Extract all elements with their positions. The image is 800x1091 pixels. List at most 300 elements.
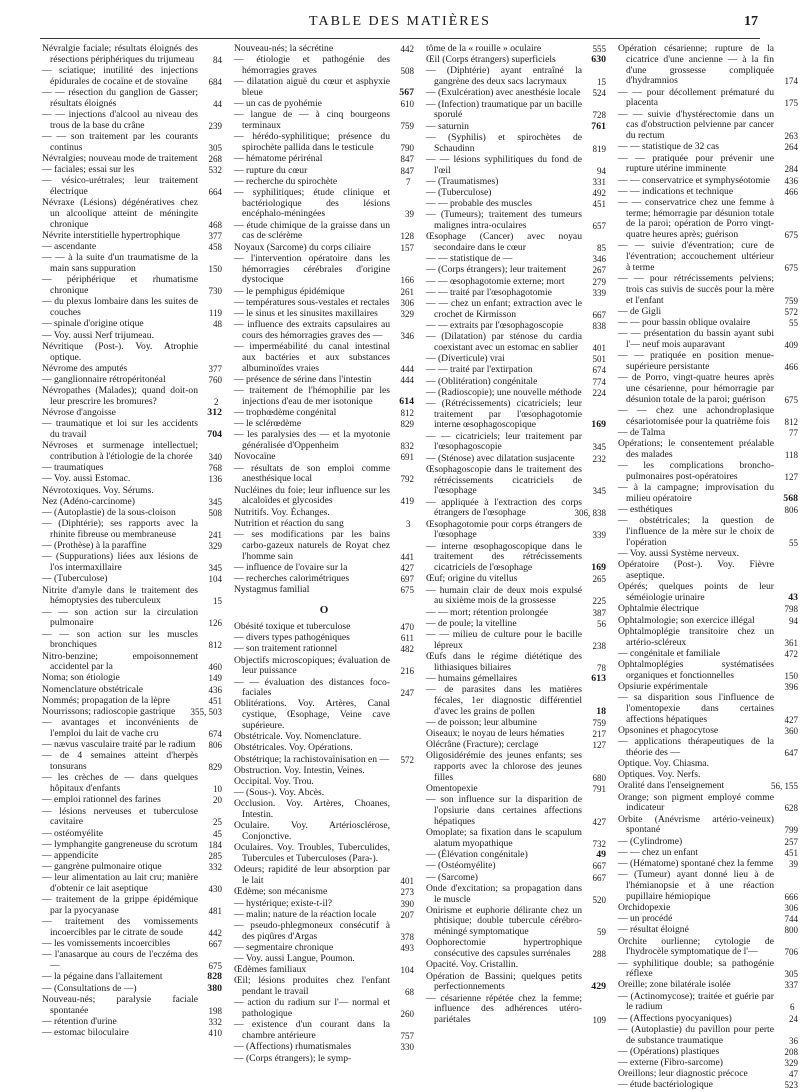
index-entry [426,718,606,729]
index-entry [234,644,414,655]
index-entry [234,954,414,965]
entry-page-ref: 346 [400,330,414,341]
index-entry [234,865,414,887]
entry-page-ref: 706 [784,947,798,958]
entry-page-ref: 792 [400,474,414,485]
entry-page-ref: 263 [784,131,798,142]
entry-page-ref: 306 [784,902,798,913]
index-entry [234,342,414,374]
entry-text: — esthétiques [618,504,673,516]
entry-text: Ophtalmoplégie transitoire chez un artério-scléreux [618,625,774,648]
entry-text: Nystagmus familial [234,584,310,596]
index-entry [42,851,222,862]
entry-text: Névraxe (Lésions) dégénératives chez un alcoolique atteint de méningite chronique [42,197,198,230]
entry-page-ref: 225 [592,596,606,607]
entry-page-ref: 427 [400,562,414,573]
entry-text: — (Oblitération) congénitale [426,375,538,387]
entry-text: — de Porro, vingt-quatre heures après une césarienne, pour hémorragie par désunion totale de la paroi; guérison [618,372,774,405]
entry-text: Nitrite d'amyle dans le traitement des hémoptysies des tuberculeux [42,584,198,607]
entry-page-ref: 345 [208,496,222,507]
index-entry [426,960,606,971]
entry-text: — (Hématome) spontané chez la femme [618,857,774,869]
index-entry [42,198,222,230]
entry-text: Névroses et surmenage intellectuel; contribution à l'étiologie de la chorée [42,440,198,463]
entry-page-ref: 759 [400,121,414,132]
entry-text: — (Diphtérie) ayant entraîné la gangrène des deux sacs lacrymaux [426,65,582,88]
entry-text: Névropathes (Malades); quand doit-on leur prescrire les bromures? [42,385,198,407]
index-entry [618,560,798,582]
entry-text: — (Cylindrome) [618,835,683,847]
entry-page-ref: 257 [784,836,798,847]
entry-page-ref: 43 [788,592,798,604]
index-entry [42,751,222,773]
index-entry [618,351,798,373]
entry-page-ref: 238 [592,640,606,651]
entry-text: Opératoire (Post-). Voy. Fièvre aseptique. [618,559,774,582]
entry-text: Oreillons; leur diagnostic précoce [618,1068,748,1080]
entry-page-ref: 174 [784,76,798,87]
index-entry [234,1020,414,1042]
entry-page-ref: 798 [784,604,798,615]
index-entry [42,608,222,630]
entry-page-ref: 523 [784,1080,798,1091]
entry-text: — césarienne répétée chez la femme; influence des adhérences utéro-pariétales [426,992,582,1026]
entry-page-ref: 339 [592,287,606,298]
entry-text: — — statistique de — [426,253,513,265]
index-entry [234,1054,414,1065]
index-entry [234,585,414,596]
index-entry [618,505,798,516]
entry-page-ref: 501 [592,354,606,365]
index-entry [234,287,414,298]
entry-page-ref: 260 [400,1009,414,1020]
index-column-1 [42,44,222,1076]
index-entry [234,732,414,743]
entry-page-ref: 169 [591,562,606,574]
page-title: TABLE DES MATIÈRES [309,14,491,29]
entry-page-ref: 59 [597,927,606,938]
entry-text: Omoplate; sa fixation dans le scapulum alatum myopathique [426,827,582,849]
entry-page-ref: 838 [592,320,606,331]
entry-page-ref: 847 [400,154,414,165]
entry-page-ref: 104 [400,965,414,976]
entry-text: — son influence sur la disparition de l'opsiurie dans certaines affections hépatiques [426,794,582,827]
index-entry [234,678,414,700]
entry-text: Oralité dans l'enseignement [618,780,725,792]
index-entry [42,519,222,541]
entry-text: — (Opérations) plastiques [618,1045,720,1057]
entry-page-ref: 568 [783,493,798,505]
entry-text: Œil (Corps étrangers) superficiels [426,54,556,66]
entry-page-ref: 680 [592,773,606,783]
entry-page-ref: 77 [789,428,798,439]
entry-page-ref: 345 [592,486,606,497]
index-entry [234,788,414,799]
entry-page-ref: 18 [596,705,606,717]
entry-text: — l'anasarque au cours de l'eczéma des — [42,949,198,972]
entry-page-ref: 247 [400,688,414,699]
index-entry [234,110,414,132]
entry-page-ref: 732 [592,838,606,849]
entry-page-ref: 666 [784,891,798,902]
entry-text: — segmentaire chronique [234,941,334,953]
entry-page-ref: 441 [400,551,414,562]
index-entry [42,939,222,950]
entry-page-ref: 232 [592,453,606,464]
entry-page-ref: 109 [592,1015,606,1026]
index-entry [42,319,222,330]
index-entry [426,399,606,431]
entry-page-ref: 800 [784,925,798,936]
entry-text: Noma; son étiologie [42,672,120,684]
entry-text: — humains gémellaires [426,672,518,684]
entry-text: Obstétrique; la rachistovaïnisation en — [234,753,390,765]
entry-page-ref: 380 [207,982,222,994]
entry-text: — congénitale et familiale [618,647,721,659]
entry-page-ref: 55 [789,538,798,549]
entry-text: — traitement de la grippe épidémique par la pyocyanase [42,894,198,917]
entry-page-ref: 647 [784,747,798,758]
entry-text: Oculaire. Voy. Artériosclérose, Conjonctive. [234,820,390,843]
entry-text: — trophœdème congénital [234,407,337,419]
entry-text: — (Ostéomyélite) [426,860,496,872]
entry-text: — — son action sur la circulation pulmonaire [42,606,198,629]
index-entry [426,299,606,321]
entry-text: — (Tuberculose) [42,573,108,585]
entry-text: Nourrissons; radioscopie gastrique [42,706,176,718]
entry-page-ref: 799 [784,825,798,836]
index-entry [234,320,414,342]
entry-page-ref: 345 [208,563,222,574]
index-entry [426,972,606,994]
entry-page-ref: 104 [208,574,222,585]
entry-page-ref: 149 [208,673,222,684]
entry-text: Névrome des amputés [42,362,128,374]
entry-text: Névrite interstitielle hypertrophique [42,230,180,242]
entry-text: Ophtalmologie; son exercice illégal [618,614,755,626]
entry-page-ref: 217 [592,729,606,740]
entry-text: — traitement des vomissements incoercibles par le citrate de soude [42,916,198,939]
index-entry [426,751,606,783]
entry-page-ref: 346 [592,254,606,265]
entry-page-ref: 451 [784,847,798,858]
entry-text: — (Diphtérie); ses rapports avec la rhinite fibreuse ou membraneuse [42,518,198,540]
entry-page-ref: 216 [400,666,414,677]
entry-text: — (Actinomycose); traitée et guérie par le radium [618,990,774,1013]
entry-page-ref: 265 [592,574,606,585]
index-entry [42,586,222,608]
entry-text: Opérés; quelques points de leur séméiologie urinaire [618,581,774,604]
entry-text: — les paralysies des — et la myotonie généralisée d'Oppenheim [234,429,390,452]
entry-page-ref: 524 [592,88,606,99]
entry-text: — traumatiques [42,462,104,474]
entry-page-ref: 460 [208,662,222,673]
entry-page-ref: 419 [400,496,414,507]
index-entry [234,843,414,865]
entry-text: Ophtalmoplégies systématisées organiques et fonctionnelles [618,658,774,681]
entry-text: — — cicatriciels; leur traitement par l'œsophagoscopie [426,430,582,453]
entry-page-ref: 339 [592,530,606,541]
entry-page-ref: 774 [592,376,606,387]
entry-text: — nævus vasculaire traité par le radium [42,739,196,751]
entry-page-ref: 657 [592,221,606,232]
entry-text: — le sinus et les sinusites maxillaires [234,307,378,319]
entry-text: — pseudo-phlegmoneux consécutif à des piqûres d'Argas [234,919,390,942]
entry-text: — — chez une achondroplasique césariotomisée pour la quatrième fois [618,405,774,427]
index-entry [234,375,414,386]
index-entry [618,1025,798,1047]
entry-page-ref: 429 [591,981,606,993]
index-entry [618,142,798,153]
entry-page-ref: 829 [400,419,414,430]
index-entry [42,508,222,519]
index-entry [234,633,414,644]
entry-page-ref: 332 [208,1016,222,1027]
entry-text: — recherches calorimétriques [234,572,350,584]
entry-text: — de Gigli [618,306,662,318]
entry-text: Œsophage (Cancer) avec noyau secondaire dans le cœur [426,231,582,254]
entry-text: — — conservatrice et symphyséotomie [618,174,770,186]
entry-page-ref: 20 [213,795,222,806]
entry-text: — (Tuberculose) [426,186,492,198]
index-entry [42,950,222,972]
index-entry [42,984,222,995]
entry-page-ref: 828 [207,971,222,983]
entry-page-ref: 377 [208,231,222,242]
index-entry [234,921,414,943]
entry-page-ref: 675 [400,585,414,596]
entry-text: Opération césarienne; rupture de la cicatrice d'une ancienne — à la fin d'une grossesse compliquée d'hydramnios [618,43,774,87]
entry-text: Obésité toxique et tuberculose [234,620,351,632]
entry-text: Névralgie faciale; résultats éloignés des résections périphériques du trijumeau [42,43,198,65]
index-entry [234,799,414,821]
entry-page-ref: 790 [400,143,414,154]
index-entry [618,914,798,925]
entry-text: — estomac biloculaire [42,1026,129,1038]
index-entry [42,154,222,165]
entry-text: — — chez un enfant; extraction avec le crochet de Kirmisson [426,297,582,320]
entry-page-ref: 492 [592,187,606,198]
index-entry [618,176,798,187]
entry-text: — ganglionnaire rétropéritonéal [42,373,166,385]
entry-text: — (Sous-). Voy. Abcès. [234,787,325,799]
entry-page-ref: 481 [208,906,222,917]
entry-text: — ostéomyélite [42,827,104,839]
index-entry [618,198,798,241]
entry-text: Nouveau-nés; paralysie faciale spontanée [42,993,198,1016]
entry-page-ref: 127 [592,740,606,751]
entry-text: — — œsophagotomie externe; mort [426,275,565,287]
entry-page-ref: 567 [399,86,414,98]
index-entry [234,622,414,633]
index-entry [618,937,798,959]
index-entry [426,574,606,585]
index-entry [42,66,222,88]
entry-text: — — milieu de culture pour le bacille lépreux [426,628,582,651]
index-entry [426,354,606,365]
entry-text: — — évaluation des distances foco-faciales [234,676,390,699]
entry-page-ref: 436 [208,684,222,695]
entry-text: — — pratiquée en position menue-supérieure persistante [618,350,774,373]
entry-text: — emploi rationnel des farines [42,794,161,806]
entry-text: — applications thérapeutiques de la théorie des — [618,736,774,758]
index-entry [234,766,414,777]
entry-text: — humain clair de deux mois expulsé au sixième mois de la grossesse [426,584,582,607]
entry-text: — — indications et technique [618,185,734,197]
entry-page-ref: 442 [400,44,414,54]
index-entry [426,388,606,399]
entry-text: — — résection du ganglion de Gasser; résultats éloignés [42,86,198,109]
entry-page-ref: 436 [784,175,798,186]
entry-page-ref: 306, 838 [574,508,606,519]
entry-text: — (Corps étrangers); leur traitement [426,264,567,276]
index-entry [42,88,222,110]
entry-page-ref: 704 [207,429,222,441]
entry-page-ref: 812 [400,408,414,419]
entry-text: Œuf; origine du vitellus [426,573,518,585]
entry-page-ref: 760 [208,374,222,385]
entry-text: — (Prothèse) à la paraffine [42,540,147,552]
index-entry [42,419,222,441]
entry-page-ref: 361 [784,637,798,648]
entry-page-ref: 273 [400,887,414,898]
entry-text: — dilatation aiguë du cœur et asphyxie bleue [234,76,390,98]
index-entry [618,604,798,615]
index-entry: — recherche du spirochète 7 [234,177,414,188]
index-entry [42,718,222,740]
entry-page-ref: 157 [400,242,414,253]
index-entry [426,122,606,133]
entry-text: — recherche du spirochète [234,175,338,187]
entry-page-ref: 312 [207,407,222,419]
index-entry [618,516,798,548]
entry-page-ref: 329 [784,1058,798,1069]
index-entry [618,154,798,176]
section-letter: O [319,603,329,616]
entry-page-ref: 759 [592,717,606,728]
entry-page-ref: 150 [208,264,222,275]
index-entry [42,297,222,319]
index-entry [618,837,798,848]
index-entry [234,99,414,110]
entry-page-ref: 207 [400,909,414,920]
entry-page-ref: 36 [789,1035,798,1046]
entry-page-ref: 288 [592,949,606,960]
index-entry [234,44,414,55]
entry-text: — (Tumeurs); traitement des tumeurs malignes intra-oculaires [426,209,582,232]
entry-page-ref: 45 [213,828,222,839]
entry-text: Névralgies; nouveau mode de traitement [42,152,198,164]
index-entry [42,895,222,917]
entry-text: — syphilitiques; étude clinique et bactériologique des lésions encéphalo-méningées [234,186,390,220]
entry-page-ref: 285 [208,850,222,861]
entry-page-ref: 675 [784,263,798,274]
entry-page-ref: 761 [591,120,606,132]
entry-page-ref: 24 [789,1013,798,1024]
index-entry [42,862,222,873]
entry-text: — étiologie et pathogénie des hémorragies graves [234,54,390,76]
entry-page-ref: 49 [596,849,606,861]
entry-page-ref: 94 [597,165,606,176]
entry-page-ref: 377 [208,363,222,374]
entry-page-ref: 613 [591,672,606,684]
index-entry [618,439,798,461]
index-entry [426,199,606,210]
index-entry [426,321,606,332]
entry-page-ref: 305 [208,142,222,153]
entry-text: Nouveau-nés; la sécrétine [234,43,334,54]
entry-text: Olécrâne (Fracture); cerclage [426,739,539,751]
entry-text: — divers types pathogéniques [234,632,350,644]
entry-text: — — pratiquée pour prévenir une rupture utérine imminente [618,152,774,175]
entry-page-ref: 442 [208,928,222,939]
entry-page-ref: 628 [784,803,798,814]
index-entry [618,88,798,110]
entry-text: — — lésions syphilitiques du fond de l'œil [426,153,582,176]
entry-text: Optiques. Voy. Nerfs. [618,769,701,781]
index-entry [234,188,414,220]
entry-page-ref: 691 [400,452,414,463]
entry-text: — lésions nerveuses et tuberculose cavitaire [42,805,198,828]
entry-page-ref: 378 [400,931,414,942]
index-entry [426,177,606,188]
entry-text: Nutrition et réaction du sang [234,517,344,529]
entry-text: — saturnin [426,120,469,132]
entry-page-ref: 332 [208,862,222,873]
entry-page-ref: 68 [405,987,414,998]
entry-text: Oiseaux; le noyau de leurs hématies [426,728,565,740]
entry-page-ref: 15 [597,77,606,88]
entry-page-ref: 444 [400,363,414,374]
index-entry [42,132,222,154]
entry-text: — de 4 semaines atteint d'herpès tonsurans [42,750,198,773]
index-entry [234,743,414,754]
index-entry [618,373,798,405]
entry-text: — traumatique et loi sur les accidents du travail [42,418,198,441]
index-entry [234,998,414,1020]
entry-text: — appliquée à l'extraction des corps étrangers de l'œsophage [426,496,582,519]
index-entry [618,549,798,560]
index-entry [426,232,606,254]
entry-page-ref: 261 [400,286,414,297]
entry-text: — Voy. aussi Système nerveux. [618,548,740,560]
entry-text: — (Syphilis) et spirochètes de Schaudinn [426,131,582,154]
entry-text: Oligosidérémie des jeunes enfants; ses rapports avec la chlorose des jeunes filles [426,750,582,783]
index-entry [426,520,606,542]
index-entry [426,454,606,465]
entry-text: Œsophagotomie pour corps étrangers de l'œsophage [426,518,582,541]
entry-text: — (Élévation congénitale) [426,849,528,861]
entry-text: Œdèmes familiaux [234,964,307,976]
entry-page-ref: 482 [400,644,414,655]
index-entry [42,375,222,386]
index-entry [42,917,222,939]
index-entry [426,377,606,388]
entry-text: tôme de la « rouille » oculaire [426,43,542,54]
index-entry [426,188,606,199]
index-entry [618,682,798,693]
entry-text: — — chez un enfant [618,846,698,858]
index-entry [426,652,606,674]
entry-text: — spinale d'origine otique [42,318,144,330]
entry-text: Névritique (Post-). Voy. Atrophie optique. [42,340,198,363]
index-entry [618,726,798,737]
entry-text: — résultats de son emploi comme anesthésique local [234,462,390,485]
entry-text: — (Diverticule) vrai [426,353,505,365]
entry-page-ref: 675 [208,961,222,972]
entry-text: — étude chimique de la graisse dans un cas de sclérème [234,219,390,242]
index-entry [426,44,606,55]
